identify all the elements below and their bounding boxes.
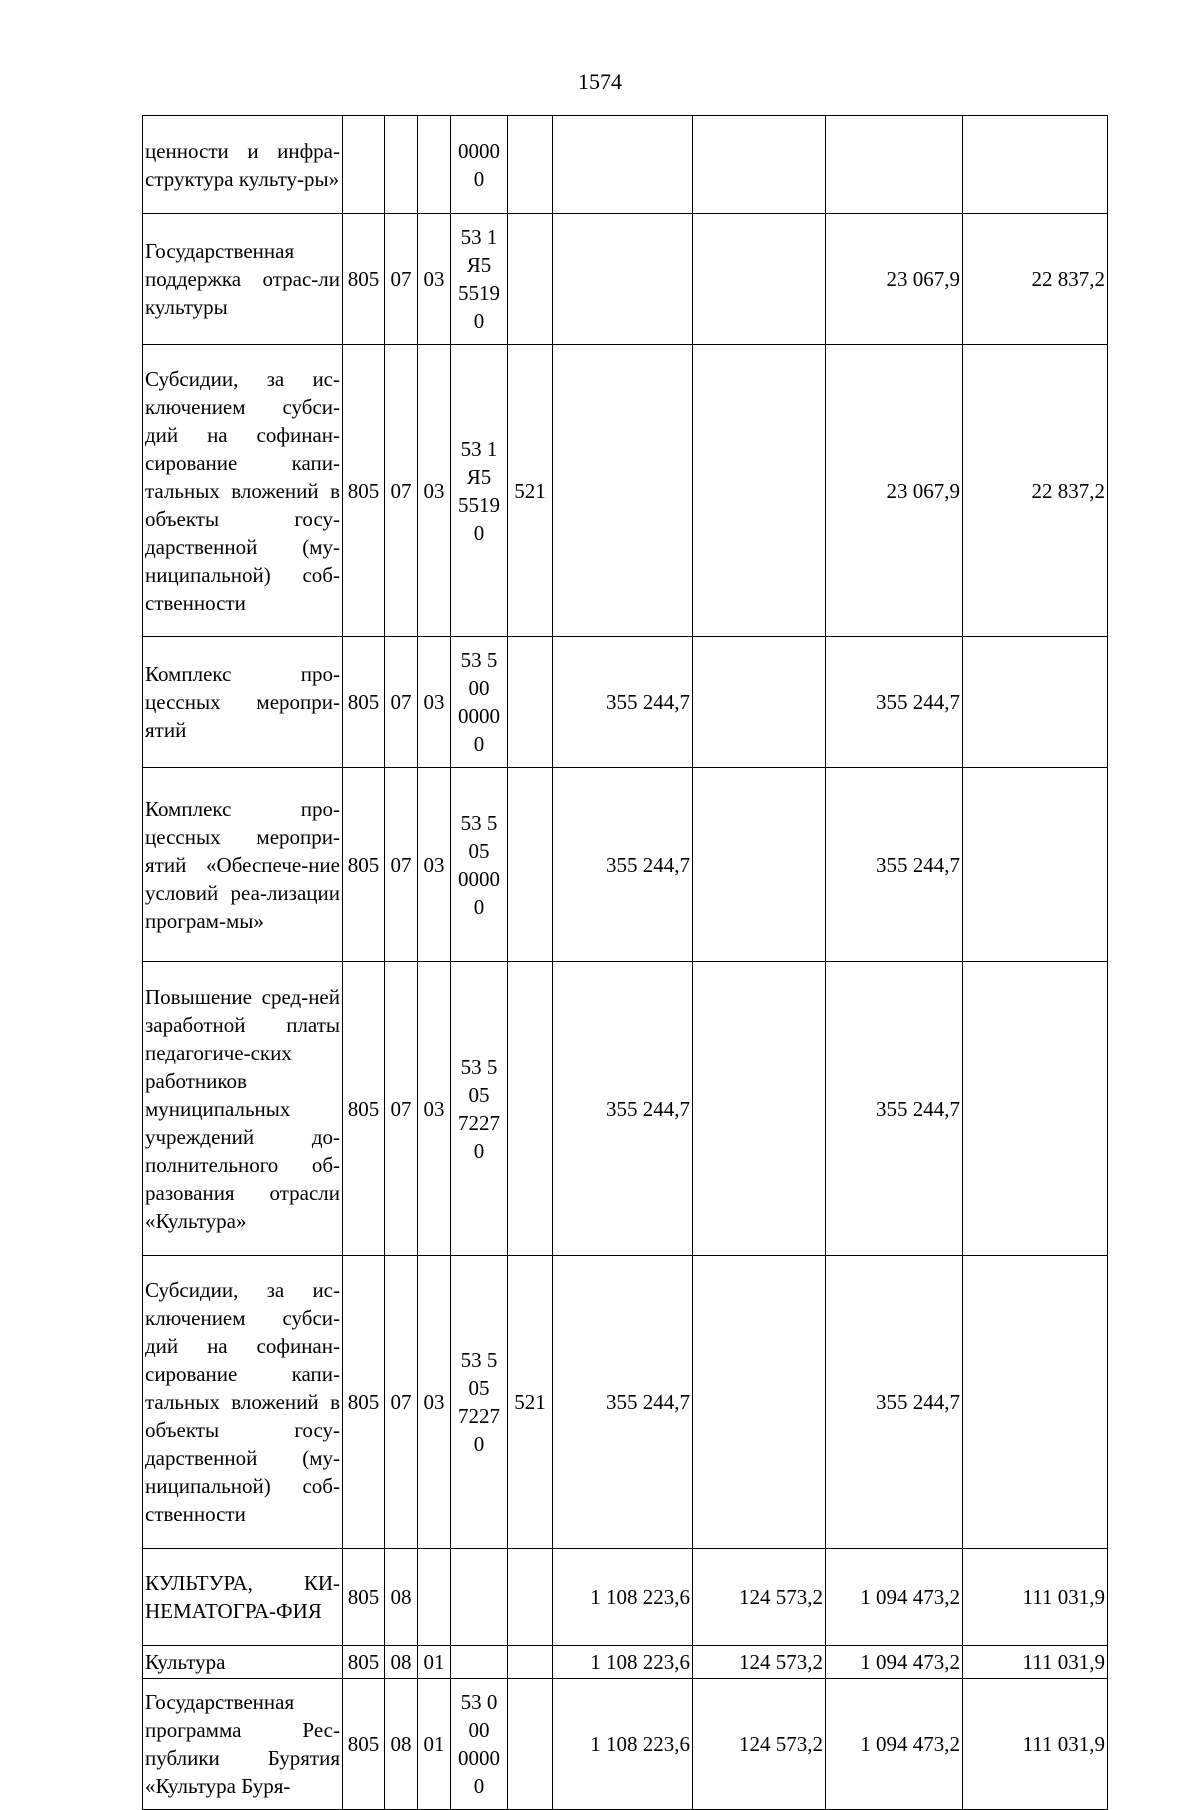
amount-3-cell: 355 244,7 bbox=[826, 962, 963, 1256]
amount-4-cell: 111 031,9 bbox=[963, 1646, 1108, 1679]
table-row bbox=[143, 345, 1108, 637]
table-row bbox=[143, 1549, 1108, 1646]
expense-type-code-cell bbox=[508, 1549, 553, 1646]
amount-4-cell bbox=[963, 116, 1108, 214]
amount-2-cell bbox=[693, 768, 826, 962]
expense-type-code-cell bbox=[508, 768, 553, 962]
subsection-code-cell: 03 bbox=[418, 1256, 451, 1549]
subsection-code-cell bbox=[418, 116, 451, 214]
amount-4-cell: 111 031,9 bbox=[963, 1679, 1108, 1810]
section-code-cell: 07 bbox=[385, 1256, 418, 1549]
row-name-cell: Комплекс про-цессных меропри-ятий bbox=[143, 637, 343, 768]
admin-code-cell: 805 bbox=[343, 1256, 385, 1549]
expense-type-code-cell bbox=[508, 1646, 553, 1679]
amount-1-cell bbox=[553, 214, 693, 345]
expense-type-code-cell bbox=[508, 116, 553, 214]
row-name-cell: ценности и инфра-структура культу-ры» bbox=[143, 116, 343, 214]
target-item-code-cell: 53 1 Я5 5519 0 bbox=[451, 345, 508, 637]
section-code-cell: 07 bbox=[385, 637, 418, 768]
table-row bbox=[143, 768, 1108, 962]
admin-code-cell: 805 bbox=[343, 1679, 385, 1810]
amount-2-cell: 124 573,2 bbox=[693, 1679, 826, 1810]
table-body bbox=[143, 116, 1108, 1810]
amount-2-cell bbox=[693, 345, 826, 637]
amount-1-cell bbox=[553, 116, 693, 214]
subsection-code-cell: 03 bbox=[418, 637, 451, 768]
row-name-cell: КУЛЬТУРА, КИ-НЕМАТОГРА-ФИЯ bbox=[143, 1549, 343, 1646]
target-item-code-cell: 53 5 05 7227 0 bbox=[451, 1256, 508, 1549]
admin-code-cell bbox=[343, 116, 385, 214]
amount-1-cell: 355 244,7 bbox=[553, 962, 693, 1256]
expense-type-code-cell: 521 bbox=[508, 345, 553, 637]
expense-type-code-cell bbox=[508, 214, 553, 345]
amount-3-cell bbox=[826, 116, 963, 214]
admin-code-cell: 805 bbox=[343, 214, 385, 345]
amount-1-cell: 1 108 223,6 bbox=[553, 1549, 693, 1646]
amount-1-cell: 355 244,7 bbox=[553, 768, 693, 962]
amount-3-cell: 1 094 473,2 bbox=[826, 1549, 963, 1646]
section-code-cell: 07 bbox=[385, 214, 418, 345]
target-item-code-cell bbox=[451, 1646, 508, 1679]
amount-2-cell bbox=[693, 214, 826, 345]
section-code-cell: 08 bbox=[385, 1549, 418, 1646]
amount-3-cell: 355 244,7 bbox=[826, 1256, 963, 1549]
section-code-cell bbox=[385, 116, 418, 214]
amount-4-cell: 111 031,9 bbox=[963, 1549, 1108, 1646]
row-name-cell: Культура bbox=[143, 1646, 343, 1679]
amount-4-cell bbox=[963, 1256, 1108, 1549]
amount-2-cell bbox=[693, 637, 826, 768]
subsection-code-cell: 01 bbox=[418, 1679, 451, 1810]
admin-code-cell: 805 bbox=[343, 1646, 385, 1679]
amount-4-cell: 22 837,2 bbox=[963, 345, 1108, 637]
target-item-code-cell bbox=[451, 1549, 508, 1646]
target-item-code-cell: 53 1 Я5 5519 0 bbox=[451, 214, 508, 345]
amount-2-cell bbox=[693, 116, 826, 214]
table-row bbox=[143, 962, 1108, 1256]
amount-4-cell bbox=[963, 768, 1108, 962]
page-number: 1574 bbox=[578, 69, 622, 94]
section-code-cell: 07 bbox=[385, 768, 418, 962]
amount-1-cell: 1 108 223,6 bbox=[553, 1679, 693, 1810]
target-item-code-cell: 0000 0 bbox=[451, 116, 508, 214]
subsection-code-cell: 01 bbox=[418, 1646, 451, 1679]
expense-type-code-cell bbox=[508, 962, 553, 1256]
amount-1-cell: 355 244,7 bbox=[553, 637, 693, 768]
amount-4-cell bbox=[963, 962, 1108, 1256]
admin-code-cell: 805 bbox=[343, 345, 385, 637]
amount-4-cell bbox=[963, 637, 1108, 768]
target-item-code-cell: 53 5 00 0000 0 bbox=[451, 637, 508, 768]
table-row bbox=[143, 214, 1108, 345]
amount-1-cell: 355 244,7 bbox=[553, 1256, 693, 1549]
amount-3-cell: 1 094 473,2 bbox=[826, 1646, 963, 1679]
admin-code-cell: 805 bbox=[343, 768, 385, 962]
amount-2-cell: 124 573,2 bbox=[693, 1549, 826, 1646]
amount-1-cell: 1 108 223,6 bbox=[553, 1646, 693, 1679]
row-name-cell: Субсидии, за ис-ключением субси-дий на софинан-сирование капи-тальных вложений в объекты госу-дарственной (му-ниципальной) соб-ственности bbox=[143, 345, 343, 637]
section-code-cell: 07 bbox=[385, 345, 418, 637]
row-name-cell: Повышение сред-ней заработной платы педагогиче-ских работников муниципальных учреждений до-полнительного об-разования отрасли «Культура» bbox=[143, 962, 343, 1256]
amount-1-cell bbox=[553, 345, 693, 637]
subsection-code-cell bbox=[418, 1549, 451, 1646]
row-name-cell: Субсидии, за ис-ключением субси-дий на софинан-сирование капи-тальных вложений в объекты госу-дарственной (му-ниципальной) соб-ственности bbox=[143, 1256, 343, 1549]
amount-3-cell: 1 094 473,2 bbox=[826, 1679, 963, 1810]
subsection-code-cell: 03 bbox=[418, 345, 451, 637]
table-row bbox=[143, 1679, 1108, 1810]
section-code-cell: 08 bbox=[385, 1646, 418, 1679]
admin-code-cell: 805 bbox=[343, 962, 385, 1256]
amount-3-cell: 355 244,7 bbox=[826, 768, 963, 962]
subsection-code-cell: 03 bbox=[418, 214, 451, 345]
row-name-cell: Комплекс про-цессных меропри-ятий «Обеспече-ние условий реа-лизации програм-мы» bbox=[143, 768, 343, 962]
table-row bbox=[143, 116, 1108, 214]
table-row bbox=[143, 1646, 1108, 1679]
target-item-code-cell: 53 5 05 0000 0 bbox=[451, 768, 508, 962]
amount-2-cell bbox=[693, 962, 826, 1256]
expense-type-code-cell bbox=[508, 637, 553, 768]
section-code-cell: 07 bbox=[385, 962, 418, 1256]
subsection-code-cell: 03 bbox=[418, 962, 451, 1256]
amount-4-cell: 22 837,2 bbox=[963, 214, 1108, 345]
amount-3-cell: 23 067,9 bbox=[826, 345, 963, 637]
admin-code-cell: 805 bbox=[343, 1549, 385, 1646]
expense-type-code-cell bbox=[508, 1679, 553, 1810]
subsection-code-cell: 03 bbox=[418, 768, 451, 962]
target-item-code-cell: 53 0 00 0000 0 bbox=[451, 1679, 508, 1810]
amount-3-cell: 23 067,9 bbox=[826, 214, 963, 345]
budget-table bbox=[142, 115, 1108, 1810]
table-row bbox=[143, 637, 1108, 768]
admin-code-cell: 805 bbox=[343, 637, 385, 768]
row-name-cell: Государственная программа Рес-публики Бурятия «Культура Буря- bbox=[143, 1679, 343, 1810]
row-name-cell: Государственная поддержка отрас-ли культуры bbox=[143, 214, 343, 345]
section-code-cell: 08 bbox=[385, 1679, 418, 1810]
amount-3-cell: 355 244,7 bbox=[826, 637, 963, 768]
table-row bbox=[143, 1256, 1108, 1549]
amount-2-cell bbox=[693, 1256, 826, 1549]
target-item-code-cell: 53 5 05 7227 0 bbox=[451, 962, 508, 1256]
amount-2-cell: 124 573,2 bbox=[693, 1646, 826, 1679]
expense-type-code-cell: 521 bbox=[508, 1256, 553, 1549]
